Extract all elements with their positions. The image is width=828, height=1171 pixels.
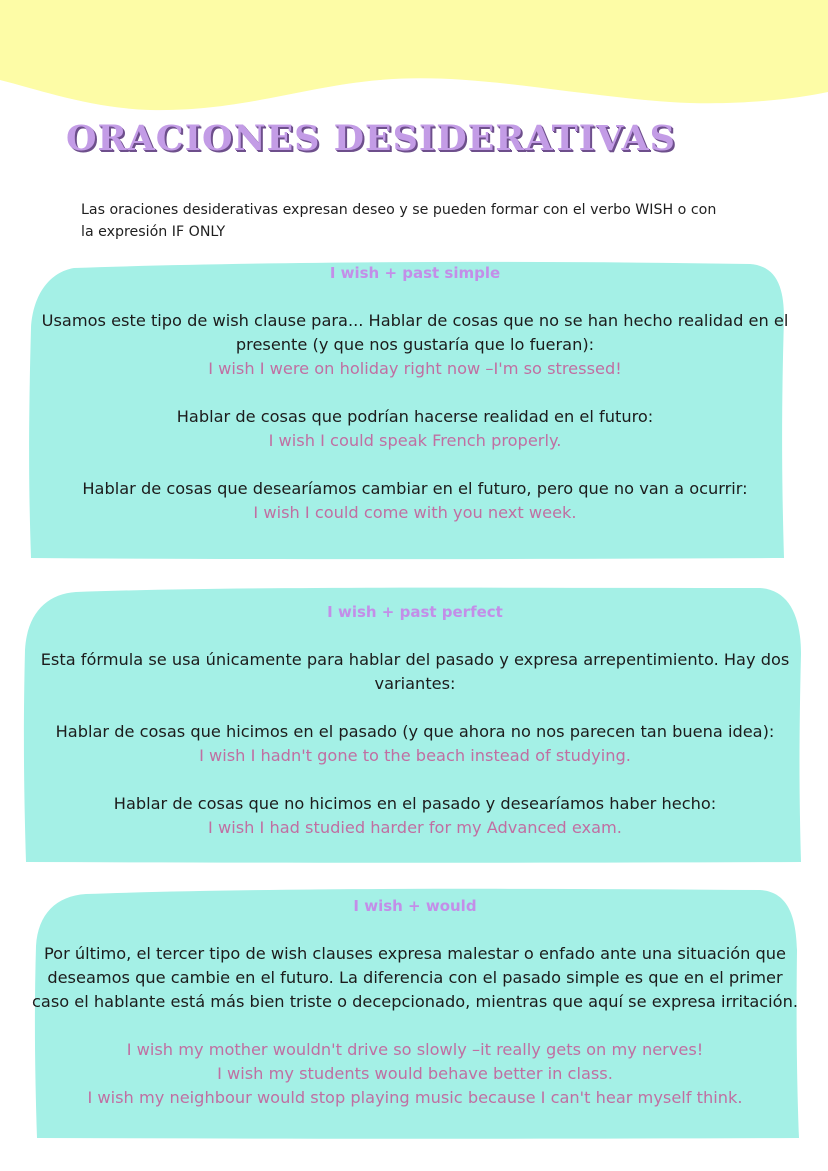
example-sentence: I wish my mother wouldn't drive so slowly –it really gets on my nerves! (126, 1040, 704, 1059)
card-past-perfect (30, 600, 800, 840)
card-paragraph: Hablar de cosas que podrían hacerse realidad en el futuro: (176, 407, 654, 426)
card-paragraph: Usamos este tipo de wish clause para... Hablar de cosas que no se han hecho realidad en el presente (y que nos gustaría que lo fueran): (41, 311, 789, 354)
card-title: I wish + past simple (329, 264, 501, 282)
card-title: I wish + past perfect (327, 603, 503, 621)
example-sentence: I wish I could speak French properly. (268, 431, 562, 450)
card-paragraph: Hablar de cosas que hicimos en el pasado (y que ahora no nos parecen tan buena idea): (55, 722, 775, 741)
example-sentence: I wish my neighbour would stop playing music because I can't hear myself think. (87, 1088, 743, 1107)
example-sentence: I wish my students would behave better in class. (217, 1064, 613, 1083)
card-would (30, 894, 800, 1110)
page-title: ORACIONES DESIDERATIVAS (66, 118, 676, 159)
example-sentence: I wish I were on holiday right now –I'm so stressed! (208, 359, 622, 378)
intro-line-2: la expresión IF ONLY (81, 224, 226, 240)
example-sentence: I wish I could come with you next week. (253, 503, 577, 522)
card-paragraph: Esta fórmula se usa únicamente para hablar del pasado y expresa arrepentimiento. Hay dos variantes: (40, 650, 790, 693)
example-sentence: I wish I had studied harder for my Advanced exam. (208, 818, 622, 837)
card-paragraph: Hablar de cosas que no hicimos en el pasado y desearíamos haber hecho: (113, 794, 717, 813)
card-paragraph: Por último, el tercer tipo de wish clauses expresa malestar o enfado ante una situación que deseamos que cambie en el futuro. La diferencia con el pasado simple es que en el primer caso el hablante está más bien triste o decepcionado, mientras que aquí se expresa irritación. (32, 944, 798, 1011)
intro-text (81, 199, 741, 243)
example-sentence: I wish I hadn't gone to the beach instead of studying. (199, 746, 631, 765)
card-paragraph: Hablar de cosas que desearíamos cambiar en el futuro, pero que no van a ocurrir: (82, 479, 748, 498)
card-past-simple (30, 261, 800, 525)
intro-line-1: Las oraciones desiderativas expresan deseo y se pueden formar con el verbo WISH o con (81, 202, 717, 218)
header-wave (0, 0, 828, 120)
card-title: I wish + would (353, 897, 477, 915)
